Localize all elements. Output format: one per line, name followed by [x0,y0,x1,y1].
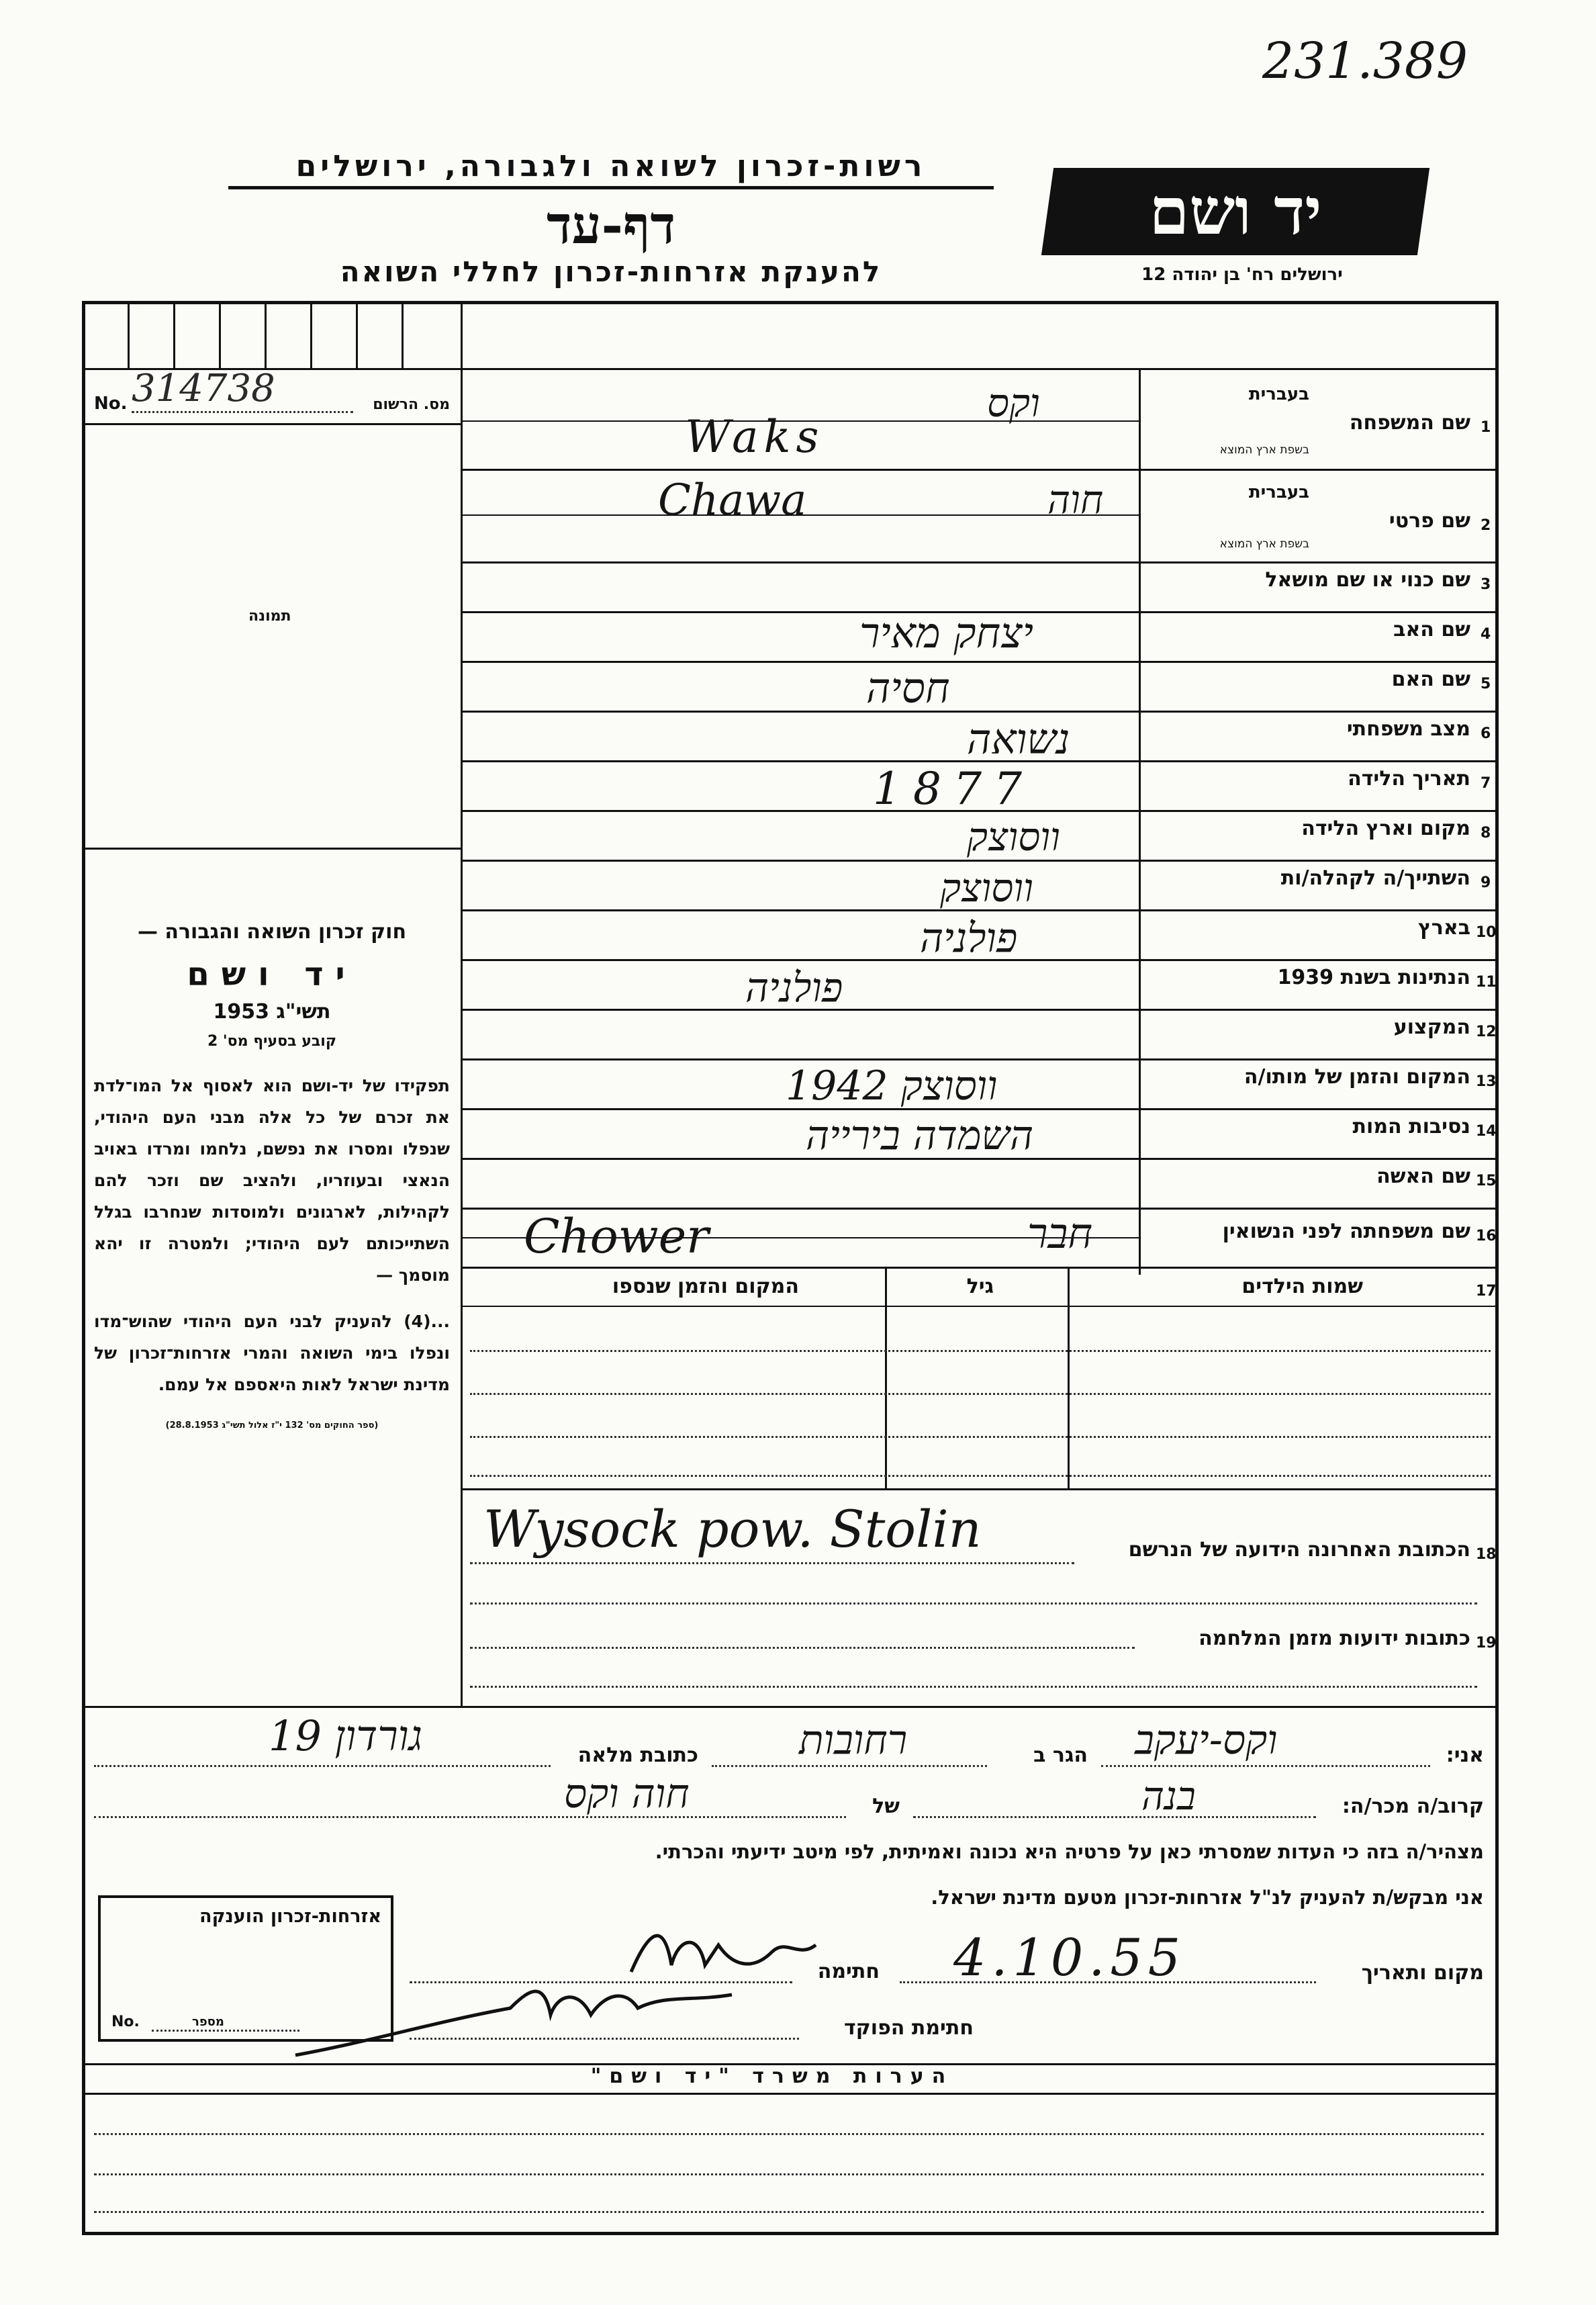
field-6-number: 6 [1481,725,1491,742]
yad-vashem-logo [1041,168,1429,255]
field-4-label: שם האב [1393,618,1470,641]
field-3-number: 3 [1481,576,1491,593]
field-8-number: 8 [1481,825,1491,842]
field-1-sub-origin: בשפת ארץ המוצא [1219,443,1309,457]
field-14-number: 14 [1476,1123,1497,1140]
form-subtitle: להענקת אזרחות-זכרון לחללי השואה [340,255,882,288]
law-section: קובע בסעיף מס' 2 [207,1033,337,1050]
field-3-label: שם כנוי או שם מושאל [1265,568,1470,592]
field-1-value-origin: Waks [685,411,825,463]
field-13-number: 13 [1476,1073,1497,1090]
law-paragraph-2: ...(4) להעניק לבני העם היהודי שהוש־מדו ונפלו בימי השואה והמרי אזרחות־זכרון של מדינת ישראל לאות היאספם אל עמם. [94,1312,450,1394]
field-9-number: 9 [1481,874,1491,891]
field-15-label: שם האשה [1376,1165,1470,1188]
children-row [470,1436,1491,1438]
notes-line [94,2173,1484,2175]
stamp-number-label: מספר [192,2015,224,2029]
field-18-number: 18 [1476,1546,1497,1563]
label-column-divider [1139,368,1141,1275]
field-18-label: הכתובת האחרונה הידועה של הנרשם [1128,1538,1470,1562]
field-2-value-origin: Chawa [658,476,807,525]
field-16-label: שם משפחתה לפני הנשואין [1222,1220,1470,1243]
field-18-value: Wysock pow. Stolin [483,1499,982,1559]
field-11-value: פולניה [745,964,843,1011]
field-1-sub-hebrew: בעברית [1248,384,1309,404]
children-row [470,1475,1491,1477]
field-14-value: השמדה בירייה [806,1112,1034,1159]
field-9-value: ווסוצק [940,865,1033,911]
declaration-text: מצהיר/ה בזה כי העדות שמסרתי כאן על פרטיה היא נכונה ואמיתית, לפי מיטב ידיעתי והכרתי. [655,1840,1484,1863]
field-4-value: יצחק מאיר [859,608,1033,658]
law-title: חוק זכרון השואה והגבורה — [137,920,407,944]
stamp-no-label: No. [111,2014,140,2030]
field-5-value: חסיה [866,664,950,713]
field-7-number: 7 [1481,775,1491,792]
field-9-label: השתייך/ה לקהלה/ות [1280,866,1470,890]
declarant-full-address-label: כתובת מלאה [577,1744,698,1767]
law-paragraph-1: תפקידו של יד-ושם הוא לאסוף אל המו־לדת את זכרם של כל אלה מבני העם היהודי, שנפלו ומסרו את נפשם, נלחמו ומרדו באויב הנאצי ובעוזריו, ולהציב שם וזכר להם לקהילות, לארגונים ולמוסדות שנחרבו בגלל השתייכותם לעם היהודי; ולמטרה זו יהא מוסמך — [94,1076,450,1285]
children-header-place-time: המקום והזמן שנספו [612,1275,799,1298]
field-2-sub-hebrew: בעברית [1248,482,1309,502]
declarant-street: גורדון 19 [269,1711,423,1760]
field-15-number: 15 [1476,1173,1497,1189]
declarant-of-name: חוה וקס [564,1770,690,1817]
notes-line [94,2133,1484,2135]
field-1-value-hebrew: וקס [987,380,1040,426]
place-date-label: מקום ותאריך [1361,1961,1484,1985]
field-7-label: תאריך הלידה [1348,767,1470,790]
children-row [470,1393,1491,1395]
field-4-number: 4 [1481,626,1491,643]
field-19-number: 19 [1476,1635,1497,1652]
archive-number: 231.389 [1262,32,1468,90]
declarant-of-label: של [872,1795,900,1818]
field-2-sub-origin: בשפת ארץ המוצא [1219,537,1309,551]
stamp-title: אזרחות-זכרון הוענקה [199,1906,381,1927]
left-column-divider [461,301,463,1706]
field-16-number: 16 [1476,1228,1497,1245]
request-text: אני מבקש/ת להעניק לנ"ל אזרחות-זכרון מטעם מדינת ישראל. [931,1886,1484,1909]
field-10-value: פולניה [920,915,1018,962]
declarant-name: וקס-יעקב [1135,1717,1278,1764]
field-13-label: המקום והזמן של מותו/ה [1243,1065,1470,1089]
field-7-value: 1877 [873,763,1034,815]
field-8-label: מקום וארץ הלידה [1301,817,1470,840]
photo-label: תמונה [248,608,291,625]
field-5-number: 5 [1481,676,1491,692]
field-6-label: מצב משפחתי [1346,717,1470,741]
registration-no-label: No. [94,394,128,414]
field-6-value: נשואה [967,715,1070,764]
declarant-resides-label: הגר ב [1033,1744,1088,1767]
officer-signature-label: חתימת הפוקד [844,2016,974,2040]
office-notes-title: הערות משרד "יד ושם" [590,2065,954,2088]
field-8-value: ווסוצק [967,814,1060,860]
field-17-number: 17 [1476,1283,1497,1300]
form-title: דף-עד [547,195,675,256]
registration-number: 314738 [132,367,275,410]
declarant-i-label: אני: [1446,1744,1484,1767]
law-panel [94,920,450,1431]
law-year: תשי"ג 1953 [213,1000,331,1024]
field-11-number: 11 [1476,974,1497,991]
field-14-label: נסיבות המות [1352,1115,1470,1138]
declarant-city: רחובות [799,1717,908,1764]
field-13-value: ווסוצק 1942 [786,1063,998,1110]
field-16-value-origin: Chower [524,1209,709,1264]
signature-label: חתימה [817,1960,880,1983]
field-16-value-hebrew: חבר [1027,1209,1093,1258]
field-19-label: כתובות ידועות מזמן המלחמה [1199,1627,1470,1650]
children-header-names: שמות הילדים [1241,1275,1363,1298]
law-name: יד ושם [187,956,357,993]
notes-line [94,2211,1484,2213]
field-5-label: שם האם [1391,668,1470,691]
citizenship-stamp-box [98,1895,393,2042]
children-header-age: גיל [966,1275,994,1298]
logo-text: יד ושם [1149,173,1322,249]
field-2-value-hebrew: חוה [1047,477,1104,523]
registration-label: מס. הרשום [373,396,450,413]
field-12-label: המקצוע [1393,1015,1470,1039]
declarant-relation-label: קרוב/ה מכר/ה: [1342,1795,1484,1818]
field-2-label: שם פרטי [1389,509,1470,533]
declarant-relation: בנה [1141,1773,1196,1819]
field-10-number: 10 [1476,924,1497,941]
law-source: (ספר החוקים מס' 132 י"ז אלול תשי"ג 28.8.1953) [165,1420,379,1431]
field-2-number: 2 [1481,517,1491,534]
authority-line: רשות-זכרון לשואה ולגבורה, ירושלים [228,149,994,189]
field-12-number: 12 [1476,1024,1497,1040]
logo-address: ירושלים רח' בן יהודה 12 [1141,265,1343,285]
field-10-label: בארץ [1417,916,1470,940]
field-1-label: שם המשפחה [1349,411,1470,435]
declaration-date: 4.10.55 [953,1928,1186,1987]
field-1-number: 1 [1481,419,1491,436]
children-row [470,1350,1491,1352]
field-11-label: הנתינות בשנת 1939 [1277,966,1470,989]
